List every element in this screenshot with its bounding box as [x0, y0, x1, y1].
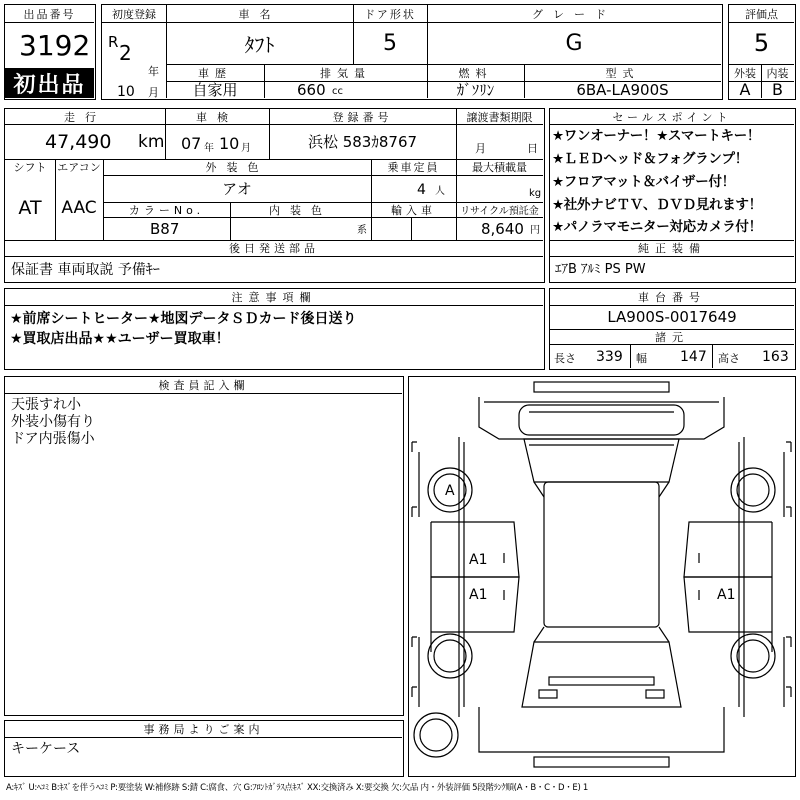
first-listing-badge: 初出品: [5, 68, 94, 98]
sales-point-3: ★フロアマット＆バイザー付！: [552, 174, 735, 190]
lot-number: 3192: [19, 29, 91, 62]
inspection-label: 車検: [196, 110, 238, 124]
int-color-unit: 系: [357, 225, 367, 236]
inspector-note-2: 外装小傷有り: [11, 414, 95, 430]
shift: AT: [18, 196, 42, 219]
door-label: ドア形状: [364, 7, 416, 21]
mileage: 47,490: [45, 131, 112, 153]
inspection-month: 10: [219, 134, 240, 153]
plate-label: 登録番号: [332, 110, 393, 124]
score-label: 評価点: [745, 7, 778, 21]
capacity-unit: 人: [435, 186, 445, 197]
note-2: ★買取店出品★★ユーザー買取車！: [10, 331, 230, 347]
note-1: ★前席シートヒーター★地図データＳＤカード後日送り: [10, 311, 357, 327]
grade-label: グレード: [532, 7, 616, 21]
car-name: ﾀﾌﾄ: [244, 32, 275, 57]
history-label: 車歴: [198, 66, 232, 80]
ext-color-label: 外装色: [205, 161, 269, 174]
doors: 5: [383, 30, 397, 56]
sales-point-4: ★社外ナビＴＶ、ＤＶＤ見れます！: [552, 197, 762, 213]
later-items-label: 後日発送部品: [229, 242, 319, 255]
notes-label: 注意事項欄: [231, 291, 317, 304]
width-label: 幅: [636, 352, 647, 365]
first-reg-month: 10: [117, 84, 135, 100]
genuine-equipment: ｴｱB ｱﾙﾐ PS PW: [555, 262, 646, 277]
int-color-label: 内装色: [269, 203, 332, 217]
sales-point-5: ★パノラマモニター対応カメラ付！: [552, 219, 762, 235]
plate: 浜松 583ｶ8767: [307, 133, 418, 151]
inspector-note-1: 天張すれ小: [11, 397, 81, 413]
chassis-label: 車台番号: [638, 291, 706, 304]
transfer-day-unit: 日: [527, 142, 538, 155]
sales-point-2: ★ＬＥＤヘッド＆フォグランプ！: [552, 151, 748, 167]
damage-mark-left-rear-door: A1: [469, 587, 488, 603]
color-no-label: カラーNo.: [128, 203, 205, 217]
sales-point-1: ★ワンオーナー！★スマートキー！: [552, 128, 761, 144]
damage-mark-right-rear-door: A1: [717, 587, 736, 603]
model-label: 型式: [605, 66, 640, 80]
displacement-unit: cc: [332, 86, 343, 97]
details-box: [4, 108, 545, 283]
inspector-label: 検査員記入欄: [158, 379, 249, 392]
chassis-number: LA900S-0017649: [607, 308, 737, 326]
ac: AAC: [61, 197, 97, 218]
first-reg-label: 初度登録: [112, 7, 156, 21]
first-reg-year: 2: [119, 41, 132, 65]
car-diagram-svg: [409, 377, 794, 775]
lot-label: 出品番号: [23, 7, 76, 21]
displacement-label: 排気量: [320, 66, 371, 80]
sales-points-label: セールスポイント: [612, 110, 732, 124]
inspection-year-unit: 年: [204, 143, 214, 154]
vehicle-header-box: [101, 4, 723, 100]
dimensions-label: 諸元: [655, 330, 689, 344]
inspector-box: [4, 376, 404, 716]
car-name-label: 車名: [238, 7, 281, 21]
inspection-year: 07: [181, 134, 202, 153]
height-label: 高さ: [718, 352, 740, 365]
recycle-unit: 円: [530, 225, 540, 236]
color-no: B87: [150, 220, 180, 238]
height: 163: [762, 349, 789, 365]
damage-mark-front-left-wheel: A: [445, 483, 455, 499]
later-items: 保証書 車両取説 予備ｷｰ: [11, 262, 160, 278]
shift-label: シフト: [13, 161, 47, 174]
ext-color: アオ: [222, 180, 252, 198]
length-label: 長さ: [554, 352, 576, 365]
interior-grade: B: [772, 80, 783, 99]
mileage-unit: km: [138, 132, 165, 152]
model: 6BA-LA900S: [576, 80, 669, 99]
genuine-equipment-label: 純正装備: [638, 242, 706, 255]
sales-points-box: [549, 108, 796, 283]
displacement: 660: [297, 81, 326, 99]
exterior-grade: A: [739, 80, 751, 99]
damage-mark-left-front-door: A1: [469, 552, 488, 568]
mileage-label: 走行: [64, 110, 106, 124]
year-unit: 年: [148, 65, 159, 78]
length: 339: [596, 349, 623, 365]
load-label: 最大積載量: [472, 161, 527, 174]
transfer-label: 譲渡書類期限: [466, 110, 533, 124]
score: 5: [753, 29, 770, 57]
recycle-label: リサイクル預託金: [460, 206, 539, 217]
lot-box: [4, 4, 96, 100]
damage-diagram: [408, 376, 796, 777]
legend: A:ｷｽﾞ U:ﾍｺﾐ B:ｷｽﾞを伴うﾍｺﾐ P:要塗装 W:補修跡 S:錆 C:腐食、穴 G:ﾌﾛﾝﾄｶﾞﾗｽ点ｷｽﾞ XX:交換済み X:要交換 欠:欠品 内・外装評価 5段階ﾗﾝｸ順(A・B・C・D・E) 1: [6, 783, 589, 793]
notes-box: [4, 288, 545, 370]
width: 147: [680, 349, 707, 365]
ac-label: エアコン: [57, 161, 101, 174]
capacity: 4: [417, 182, 426, 198]
transfer-month-unit: 月: [475, 142, 486, 155]
fuel-label: 燃料: [458, 66, 493, 80]
load-unit: kg: [529, 188, 542, 199]
inspector-note-3: ドア内張傷小: [11, 431, 95, 447]
office-box: [4, 720, 404, 777]
score-box: [728, 4, 796, 100]
era: R: [108, 33, 119, 51]
interior-grade-label: 内装: [766, 66, 789, 80]
fuel: ｶﾞｿﾘﾝ: [456, 81, 495, 99]
recycle: 8,640: [481, 220, 524, 238]
month-unit: 月: [148, 86, 159, 99]
office-text: キーケース: [11, 741, 81, 757]
history: 自家用: [192, 81, 238, 99]
office-label: 事務局よりご案内: [143, 723, 264, 736]
chassis-box: [549, 288, 796, 370]
grade: G: [565, 30, 583, 56]
capacity-label: 乗車定員: [387, 161, 440, 174]
inspection-month-unit: 月: [241, 143, 251, 154]
exterior-grade-label: 外装: [734, 66, 756, 80]
import-label: 輸入車: [391, 203, 436, 217]
